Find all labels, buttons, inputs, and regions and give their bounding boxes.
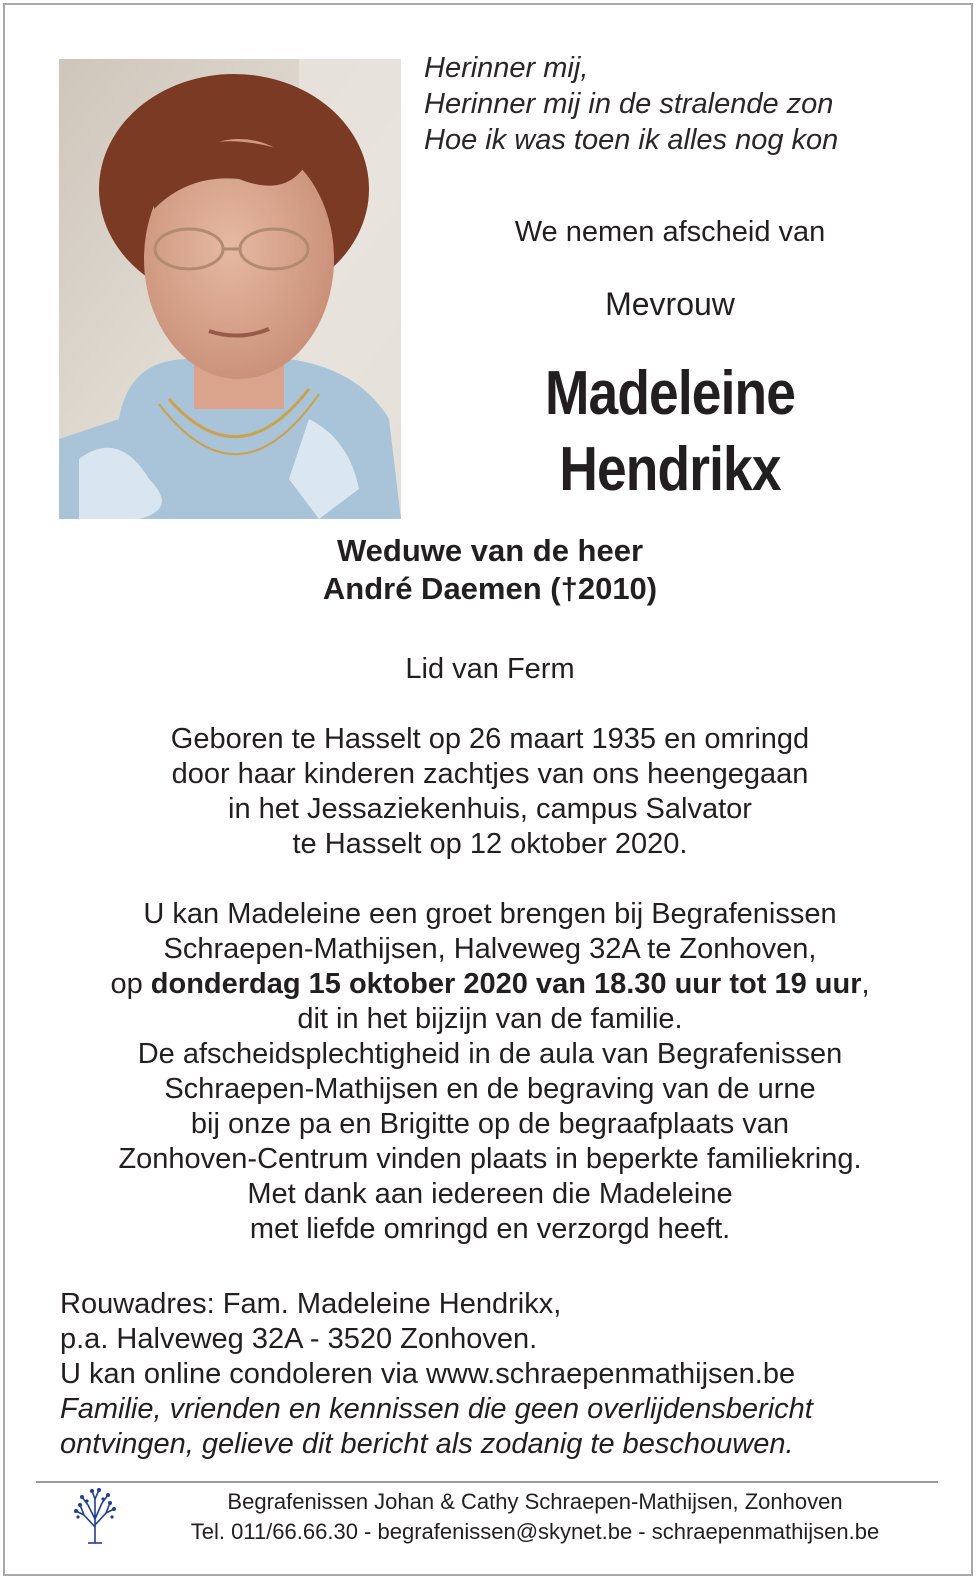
intro-text: We nemen afscheid van <box>514 216 826 248</box>
deceased-name <box>507 356 834 508</box>
address-line: Rouwadres: Fam. Madeleine Hendrikx, <box>60 1288 562 1320</box>
last-name: Hendrikx <box>559 435 781 504</box>
poem-line: Hoe ik was toen ik alles nog kon <box>424 124 839 156</box>
address-line: p.a. Halveweg 32A - 3520 Zonhoven. <box>60 1323 538 1355</box>
paragraph-line: door haar kinderen zachtjes van ons heengegaan <box>171 758 809 790</box>
footer-divider <box>36 1481 938 1483</box>
visit-datetime: donderdag 15 oktober 2020 van 18.30 uur tot 19 uur <box>150 968 862 1000</box>
paragraph-line: dit in het bijzijn van de familie. <box>297 1003 683 1035</box>
paragraph-line: U kan Madeleine een groet brengen bij Begrafenissen <box>143 898 837 930</box>
spouse-name: André Daemen (†2010) <box>322 571 658 606</box>
mourning-address <box>60 1287 813 1462</box>
birth-death-paragraph <box>40 722 940 862</box>
widow-line: Weduwe van de heer <box>336 533 644 568</box>
poem <box>424 50 838 158</box>
funeral-home-contact: Tel. 011/66.66.30 - begrafenissen@skynet.be - schraepenmathijsen.be <box>190 1519 880 1544</box>
paragraph-line: te Hasselt op 12 oktober 2020. <box>292 828 688 860</box>
first-name: Madeleine <box>544 359 796 428</box>
paragraph-line: Schraepen-Mathijsen, Halveweg 32A te Zonhoven, <box>163 933 817 965</box>
portrait-photo <box>59 59 401 519</box>
condolence-line: U kan online condoleren via www.schraepenmathijsen.be <box>60 1358 796 1390</box>
widow-of <box>40 532 940 608</box>
salutation: Mevrouw <box>605 286 735 322</box>
visit-suffix: , <box>861 968 870 1000</box>
poem-line: Herinner mij in de stralende zon <box>424 88 834 120</box>
paragraph-line: Geboren te Hasselt op 26 maart 1935 en omringd <box>170 723 810 755</box>
paragraph-line: Met dank aan iedereen die Madeleine <box>247 1178 733 1210</box>
funeral-home-footer <box>120 1487 950 1547</box>
tree-icon <box>70 1487 120 1545</box>
visitation-paragraph <box>40 897 940 1247</box>
paragraph-line: De afscheidsplechtigheid in de aula van Begrafenissen <box>137 1038 843 1070</box>
paragraph-line: bij onze pa en Brigitte op de begraafplaats van <box>190 1108 790 1140</box>
poem-line: Herinner mij, <box>424 52 589 84</box>
paragraph-line: Zonhoven-Centrum vinden plaats in beperkte familiekring. <box>118 1143 862 1175</box>
paragraph-line: met liefde omringd en verzorgd heeft. <box>249 1213 731 1245</box>
paragraph-line <box>40 967 940 1002</box>
paragraph-line: Schraepen-Mathijsen en de begraving van de urne <box>164 1073 816 1105</box>
funeral-home-name: Begrafenissen Johan & Cathy Schraepen-Mathijsen, Zonhoven <box>227 1489 843 1514</box>
notice-line: Familie, vrienden en kennissen die geen overlijdensbericht <box>60 1393 813 1425</box>
notice-line: ontvingen, gelieve dit bericht als zodanig te beschouwen. <box>60 1428 794 1460</box>
visit-prefix: op <box>110 968 151 1000</box>
membership: Lid van Ferm <box>405 653 575 685</box>
paragraph-line: in het Jessaziekenhuis, campus Salvator <box>228 793 752 825</box>
